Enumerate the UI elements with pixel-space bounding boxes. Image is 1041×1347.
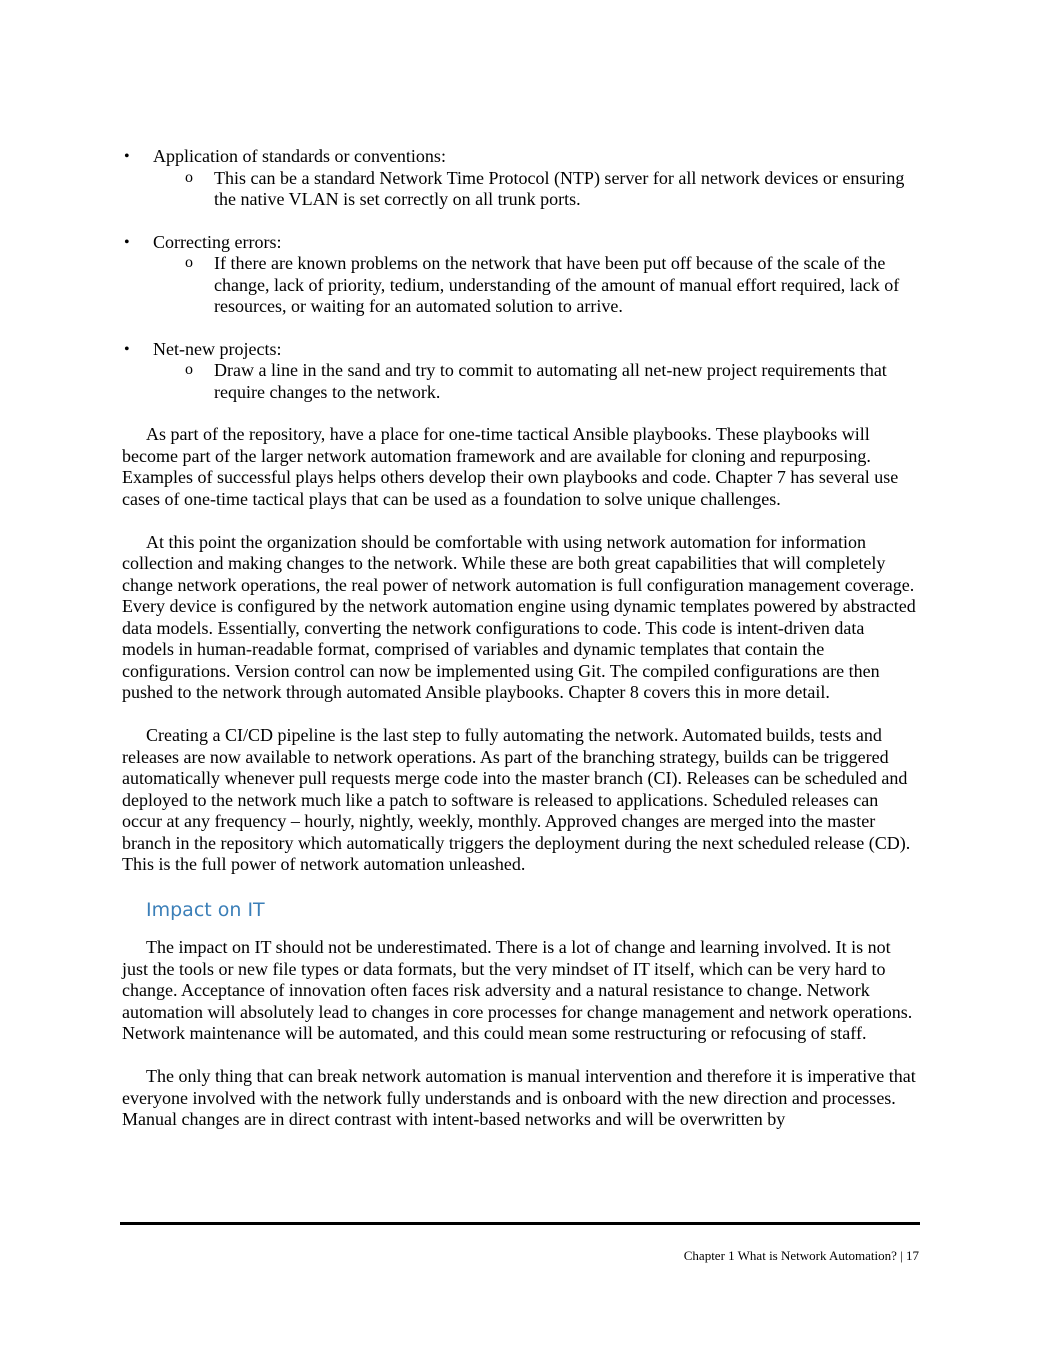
sub-bullet-text: Draw a line in the sand and try to commit to automating all net-new project requirements that require changes to the network. [214, 360, 887, 402]
body-paragraph: Creating a CI/CD pipeline is the last step to fully automating the network. Automated builds, tests and releases are now available to network operations. As part of the branching strategy, builds can be triggered automatically whenever pull requests merge code into the master branch (CI). Releases can be scheduled and deployed to the network much like a patch to software is released to applications. Scheduled releases can occur at any frequency – hourly, nightly, weekly, monthly. Approved changes are merged into the master branch in the repository which automatically triggers the deployment during the next scheduled release (CD). This is the full power of network automation unleashed. [122, 725, 911, 874]
bullet-icon: • [124, 340, 130, 358]
body-paragraph: The impact on IT should not be underestimated. There is a lot of change and learning involved. It is not just the tools or new file types or data formats, but the very mindset of IT itself, which can be very hard to change. Acceptance of innovation often faces risk adversity and a natural resistance to change. Network automation will absolutely lead to changes in core processes for change management and network operations. Network maintenance will be automated, and this could mean some restructuring or refocusing of staff. [122, 937, 913, 1043]
bullet-label: Net-new projects: [153, 338, 282, 359]
body-paragraph: The only thing that can break network automation is manual intervention and therefore it is imperative that everyone involved with the network fully understands and is onboard with the new direction and processes. Manual changes are in direct contrast with intent-based networks and will be overwritten by [122, 1066, 916, 1129]
bullet-label-row [122, 232, 922, 254]
sub-bullet-text: This can be a standard Network Time Protocol (NTP) server for all network devices or ensuring the native VLAN is set correctly on all trunk ports. [214, 167, 905, 209]
bullet-item [122, 339, 922, 404]
sub-bullet-text: If there are known problems on the network that have been put off because of the scale of the change, lack of priority, tedium, understanding of the amount of manual effort required, lack of resources, or waiting for an automated solution to arrive. [214, 253, 900, 316]
body-paragraph: At this point the organization should be comfortable with using network automation for information collection and making changes to the network. While these are both great capabilities that will completely change network operations, the real power of network automation is full configuration management coverage. Every device is configured by the network automation engine using dynamic templates powered by abstracted data models. Essentially, converting the network configurations to code. This code is intent-driven data models in human-readable format, comprised of variables and dynamic templates that contain the configurations. Version control can now be implemented using Git. The compiled configurations are then pushed to the network through automated Ansible playbooks. Chapter 8 covers this in more detail. [122, 531, 916, 702]
footer-divider [120, 1222, 920, 1225]
sub-bullet-icon: o [185, 361, 193, 378]
bullet-label: Correcting errors: [153, 231, 282, 252]
bullet-label-row [122, 339, 922, 361]
body-paragraph: As part of the repository, have a place for one-time tactical Ansible playbooks. These playbooks will become part of the larger network automation framework and are available for cloning and repurposing. Examples of successful plays helps others develop their own playbooks and code. Chapter 7 has several use cases of one-time tactical plays that can be used as a foundation to solve unique challenges. [122, 424, 899, 509]
page-body [122, 146, 922, 1152]
bullet-icon: • [124, 233, 130, 251]
bullet-label: Application of standards or conventions: [153, 146, 446, 166]
sub-bullet-row [122, 253, 922, 318]
page-footer: Chapter 1 What is Network Automation? | 17 [683, 1248, 919, 1263]
sub-bullet-icon: o [185, 168, 193, 186]
bullet-label-row [122, 146, 922, 168]
sub-bullet-row [122, 168, 922, 211]
section-heading: Impact on IT [146, 899, 265, 921]
bullet-item [122, 146, 922, 211]
sub-bullet-icon: o [185, 254, 193, 271]
sub-bullet-row [122, 360, 922, 403]
bullet-item [122, 232, 922, 318]
bullet-icon: • [124, 148, 130, 165]
